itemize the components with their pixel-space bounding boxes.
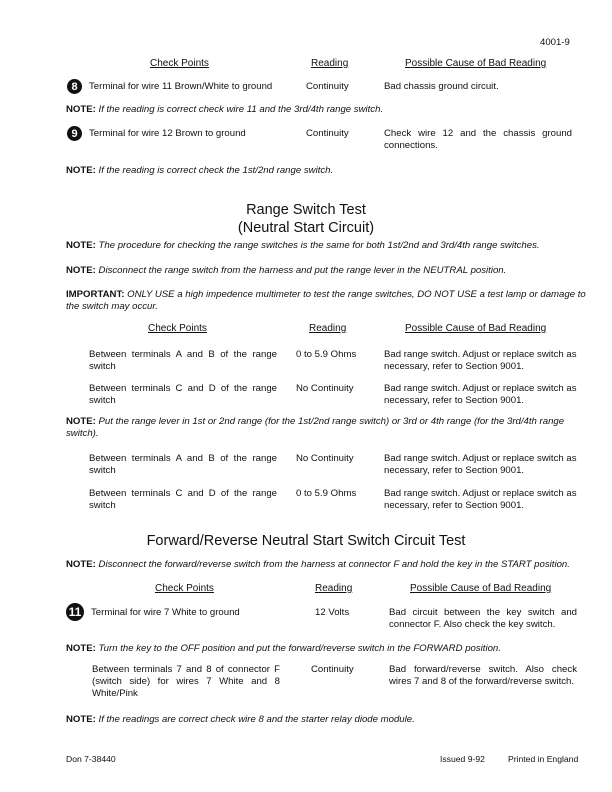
check-number-8-badge: 8 xyxy=(67,79,82,94)
note-text: If the reading is correct check wire 11 and the 3rd/4th range switch. xyxy=(95,104,384,115)
reading-value: 0 to 5.9 Ohms xyxy=(296,349,357,360)
check-point-text: Between terminals A and B of the range switch xyxy=(89,349,277,372)
check-point-text: Terminal for wire 11 Brown/White to ground xyxy=(89,81,273,92)
note-text: The procedure for checking the range switches is the same for both 1st/2nd and 3rd/4th range switches. xyxy=(95,240,540,251)
note xyxy=(66,240,540,251)
check-point-text: Between terminals 7 and 8 of connector F (switch side) for wires 7 White and 8 White/Pink xyxy=(92,664,280,699)
note xyxy=(66,416,586,440)
check-point-text: Between terminals A and B of the range switch xyxy=(89,453,277,476)
footer-issued: Issued 9-92 xyxy=(440,754,485,764)
reading-value: Continuity xyxy=(311,664,354,675)
note-label: NOTE: xyxy=(66,714,96,725)
note-text: Disconnect the range switch from the harness and put the range lever in the NEUTRAL position. xyxy=(95,265,507,276)
note xyxy=(66,714,415,725)
note xyxy=(66,559,570,570)
reading-value: Continuity xyxy=(306,81,349,92)
reading-value: 0 to 5.9 Ohms xyxy=(296,488,357,499)
header-check-points: Check Points xyxy=(155,583,214,594)
cause-text: Check wire 12 and the chassis ground connections. xyxy=(384,128,572,151)
section-title: Range Switch Test xyxy=(246,202,366,218)
reading-value: 12 Volts xyxy=(315,607,350,618)
section-subtitle: (Neutral Start Circuit) xyxy=(237,220,375,236)
important-note xyxy=(66,289,586,313)
note-text: Disconnect the forward/reverse switch from the harness at connector F and hold the key in the START position. xyxy=(95,559,570,570)
note-label: NOTE: xyxy=(66,265,96,276)
note-text: If the reading is correct check the 1st/2nd range switch. xyxy=(95,165,334,176)
header-reading: Reading xyxy=(311,58,349,69)
note-label: NOTE: xyxy=(66,165,96,176)
check-point-text: Terminal for wire 12 Brown to ground xyxy=(89,128,246,139)
note-label: NOTE: xyxy=(66,104,96,115)
note-label: NOTE: xyxy=(66,416,96,427)
reading-value: No Continuity xyxy=(296,383,354,394)
check-number-11-badge: 11 xyxy=(66,603,84,621)
cause-text: Bad range switch. Adjust or replace switch as necessary, refer to Section 9001. xyxy=(384,488,577,511)
section-title: Forward/Reverse Neutral Start Switch Circuit Test xyxy=(146,533,466,549)
cause-text: Bad range switch. Adjust or replace switch as necessary, refer to Section 9001. xyxy=(384,383,577,406)
cause-text: Bad range switch. Adjust or replace switch as necessary, refer to Section 9001. xyxy=(384,349,577,372)
note xyxy=(66,104,383,115)
header-cause: Possible Cause of Bad Reading xyxy=(405,58,547,69)
note-label: NOTE: xyxy=(66,559,96,570)
header-reading: Reading xyxy=(315,583,353,594)
note xyxy=(66,643,501,654)
important-text: ONLY USE a high impedence multimeter to test the range switches, DO NOT USE a test lamp or damage to the switch may occur. xyxy=(66,289,586,312)
note-text: Put the range lever in 1st or 2nd range (for the 1st/2nd range switch) or 3rd or 4th range (for the 3rd/4th range switch). xyxy=(66,416,565,439)
note-text: If the readings are correct check wire 8 and the starter relay diode module. xyxy=(95,714,415,725)
check-point-text: Terminal for wire 7 White to ground xyxy=(91,607,240,618)
note xyxy=(66,265,506,276)
header-cause: Possible Cause of Bad Reading xyxy=(410,583,552,594)
note-text: Turn the key to the OFF position and put the forward/reverse switch in the FORWARD position. xyxy=(95,643,501,654)
note-label: NOTE: xyxy=(66,643,96,654)
check-point-text: Between terminals C and D of the range switch xyxy=(89,383,277,406)
page-number: 4001-9 xyxy=(540,37,570,48)
cause-text: Bad forward/reverse switch. Also check wires 7 and 8 of the forward/reverse switch. xyxy=(389,664,577,687)
reading-value: No Continuity xyxy=(296,453,354,464)
cause-text: Bad range switch. Adjust or replace switch as necessary, refer to Section 9001. xyxy=(384,453,577,476)
header-reading: Reading xyxy=(309,323,347,334)
important-label: IMPORTANT: xyxy=(66,289,125,300)
header-cause: Possible Cause of Bad Reading xyxy=(405,323,547,334)
header-check-points: Check Points xyxy=(150,58,209,69)
cause-text: Bad circuit between the key switch and connector F. Also check the key switch. xyxy=(389,607,577,630)
cause-text: Bad chassis ground circuit. xyxy=(384,81,499,92)
check-number-9-badge: 9 xyxy=(67,126,82,141)
check-point-text: Between terminals C and D of the range switch xyxy=(89,488,277,511)
header-check-points: Check Points xyxy=(148,323,207,334)
footer-document-number: Don 7-38440 xyxy=(66,754,116,764)
note-label: NOTE: xyxy=(66,240,96,251)
reading-value: Continuity xyxy=(306,128,349,139)
note xyxy=(66,165,333,176)
footer-printed: Printed in England xyxy=(508,754,579,764)
